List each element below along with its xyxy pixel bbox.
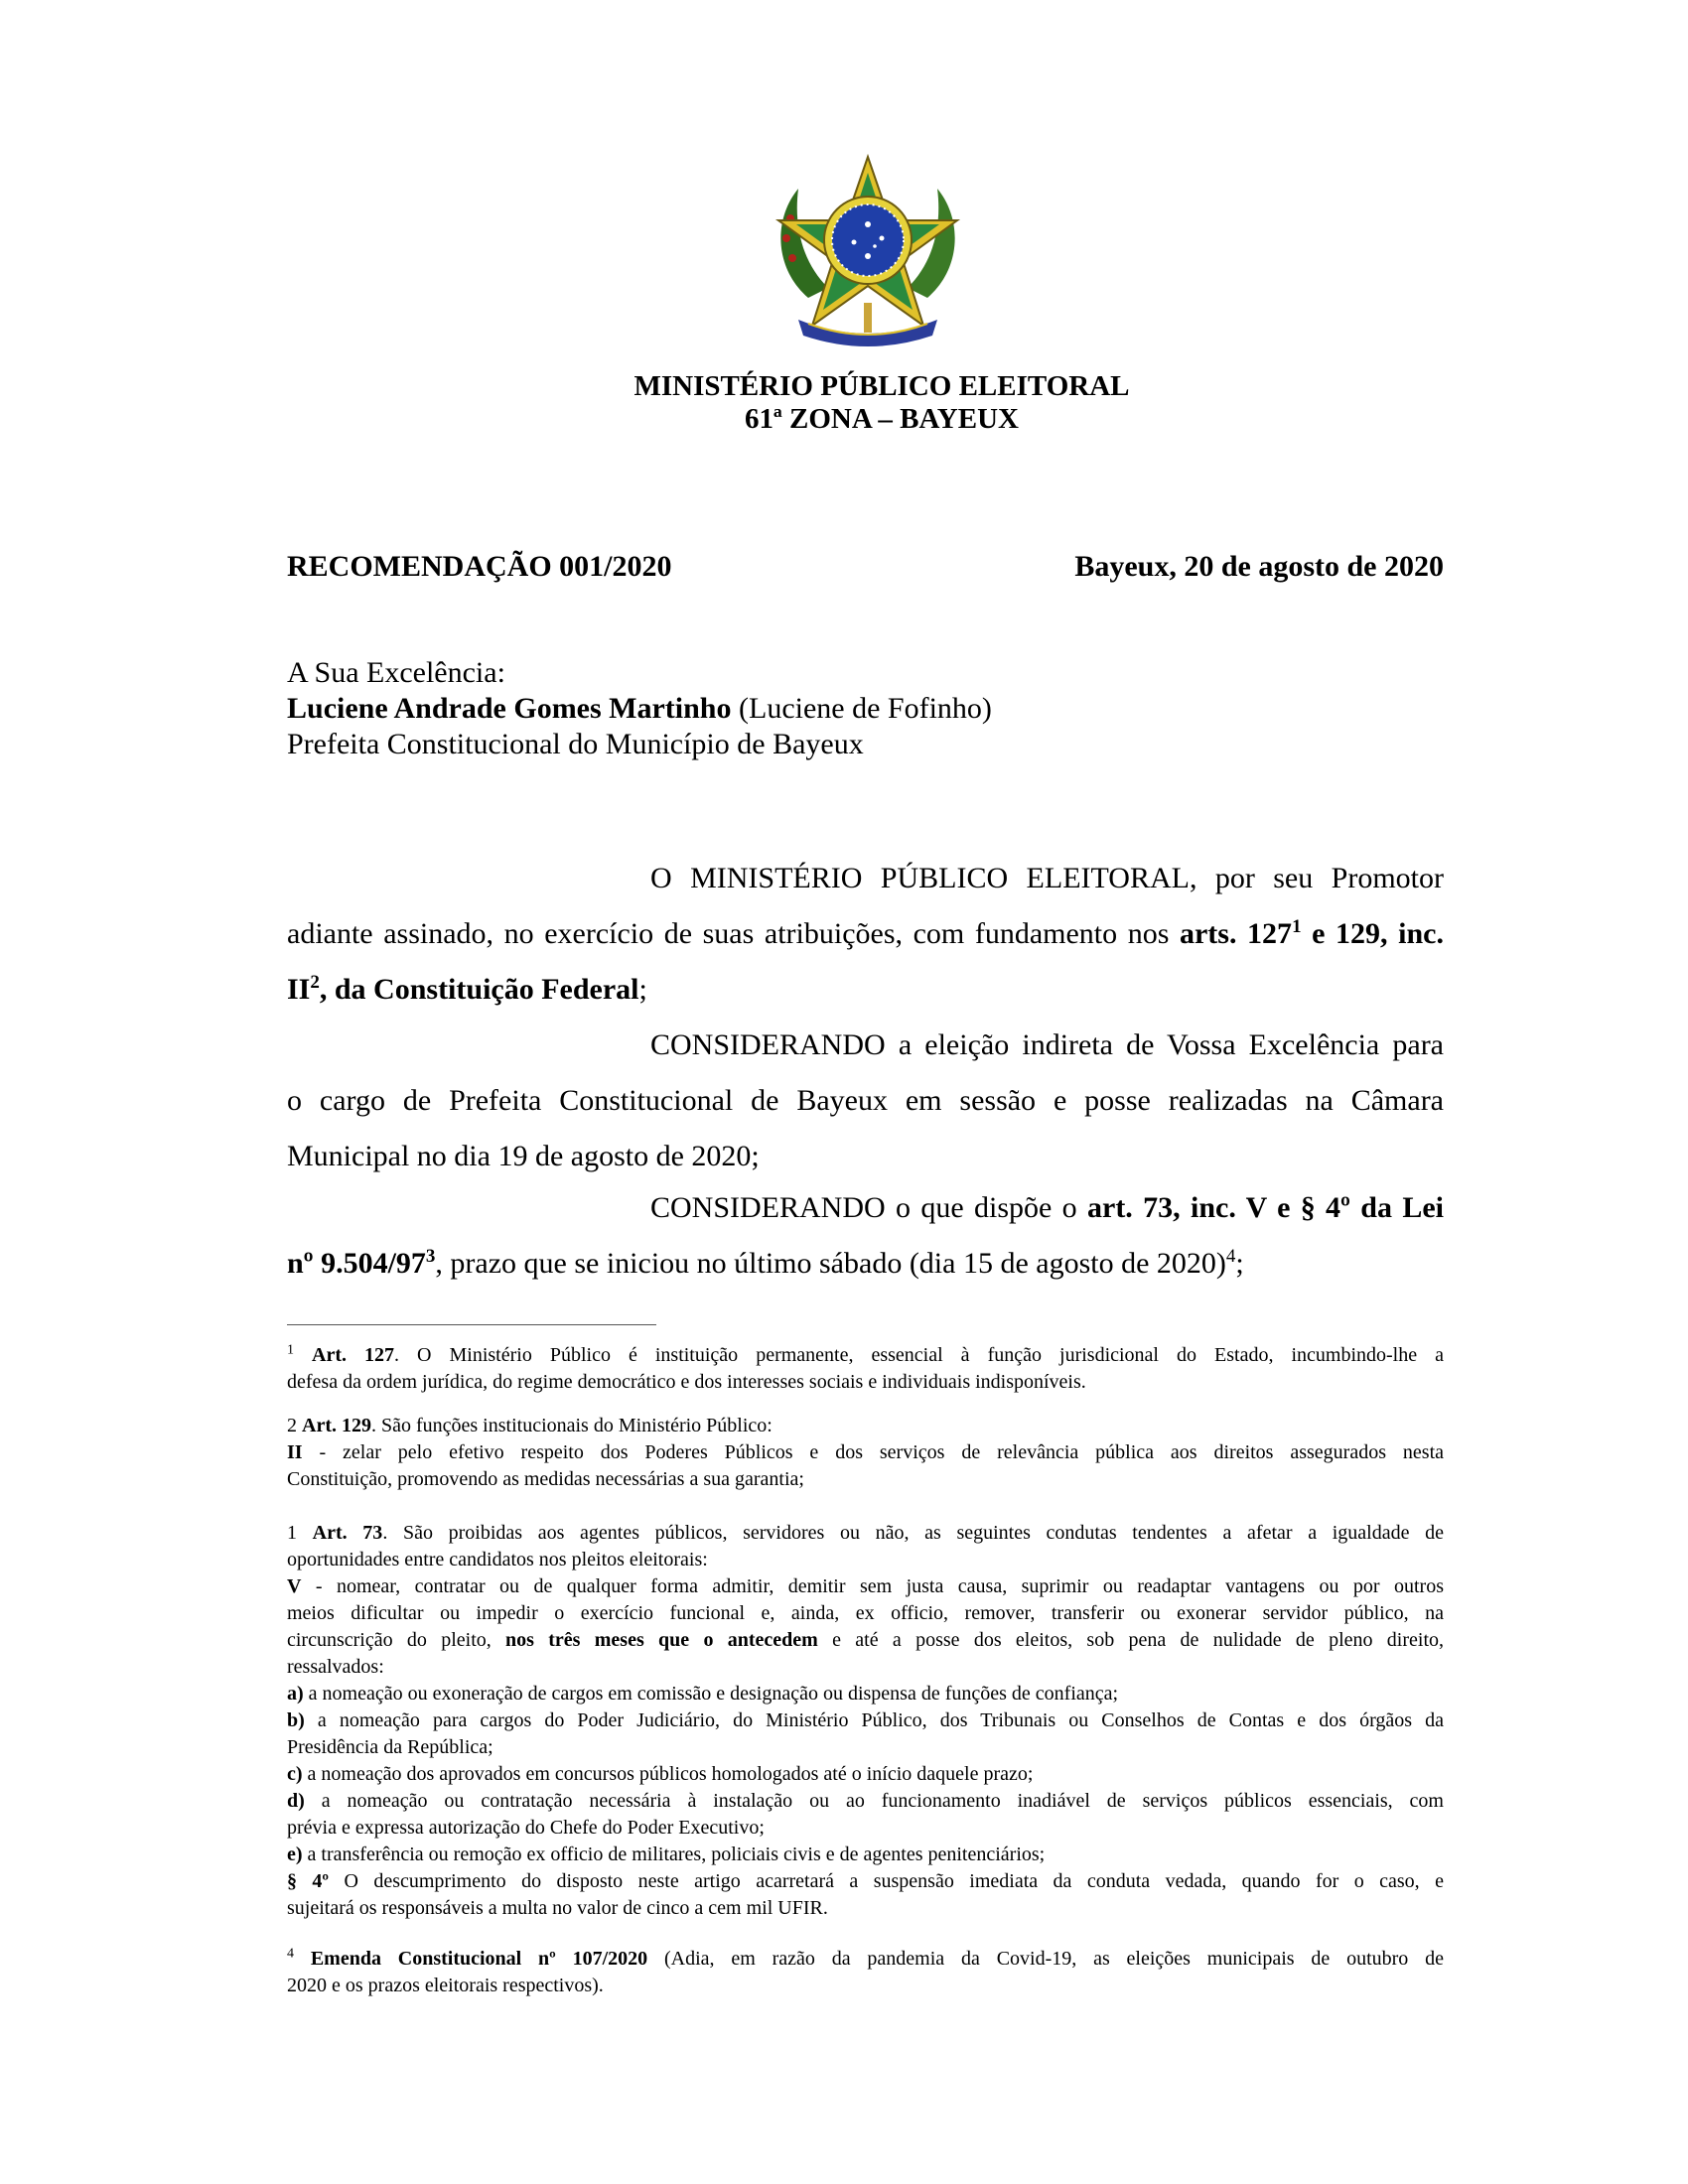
- addressee-nickname: (Luciene de Fofinho): [731, 692, 992, 725]
- recommendation-number: RECOMENDAÇÃO 001/2020: [287, 550, 672, 583]
- footnote-3: 1 Art. 73. São proibidas aos agentes públicos, servidores ou não, as seguintes condutas tendentes a afetar a igualdade de oportunidades entre candidatos nos pleitos eleitorais: V - nomear, contratar ou de qualquer forma admitir, demitir sem justa causa, suprimir ou readaptar vantagens ou por outros meios dificultar ou impedir o exercício funcional e, ainda, ex officio, remover, transferir ou exonerar servidor público, na circunscrição do pleito, nos três meses que o antecedem e até a posse dos eleitos, sob pena de nulidade de pleno direito, ressalvados: a) a nomeação ou exoneração de cargos em comissão e designação ou dispensa de funções de confiança; b) a nomeação para cargos do Poder Judiciário, do Ministério Público, dos Tribunais ou Conselhos de Contas e dos órgãos da Presidência da República; c) a nomeação dos aprovados em concursos públicos homologados até o início daquele prazo; d) a nomeação ou contratação necessária à instalação ou ao funcionamento inadiável de serviços públicos essenciais, com prévia e expressa autorização do Chefe do Poder Executivo; e) a transferência ou remoção ex officio de militares, policiais civis e de agentes penitenciários; § 4º O descumprimento do disposto neste artigo acarretará a suspensão imediata da conduta vedada, quando for o caso, e sujeitará os responsáveis a multa no valor de cinco a cem mil UFIR.: [287, 1522, 1445, 1919]
- body-line: o cargo de Prefeita Constitucional de Bayeux em sessão e posse realizadas na Câmara: [287, 1084, 1444, 1117]
- body-line: nº $9.504/97^3$, prazo que se iniciou no último sábado (dia 15 de agosto de 2020)$^4$;: [287, 1246, 1244, 1280]
- body-line: CONSIDERANDO a eleição indireta de Vossa Excelência para: [650, 1028, 1444, 1061]
- body-line: Municipal no dia 19 de agosto de 2020;: [287, 1140, 760, 1172]
- addressee-name: Luciene Andrade Gomes Martinho: [287, 692, 732, 725]
- electoral-zone: 61ª ZONA – BAYEUX: [745, 403, 1019, 435]
- addressee-name-line: [287, 691, 992, 727]
- salutation: A Sua Excelência:: [287, 656, 505, 689]
- footnote-2: 2 Art. 129. São funções institucionais do Ministério Público: II - zelar pelo efetivo respeito dos Poderes Públicos e dos serviços de relevância pública aos direitos assegurados nesta Constituição, promovendo as medidas necessárias a sua garantia;: [287, 1415, 1444, 1490]
- place-and-date: Bayeux, 20 de agosto de 2020: [1074, 550, 1444, 583]
- brazil-coat-of-arms-icon: [769, 149, 967, 347]
- body-line: adiante assinado, no exercício de suas atribuições, com fundamento nos arts. $127^1$ e 129, inc.: [287, 916, 1444, 950]
- footnote-4: $^4$ Emenda Constitucional nº 107/2020 (Adia, em razão da pandemia da Covid-19, as eleições municipais de outubro de 2020 e os prazos eleitorais respectivos).: [287, 1946, 1444, 1996]
- organization-name: MINISTÉRIO PÚBLICO ELEITORAL: [633, 370, 1130, 402]
- body-line: O MINISTÉRIO PÚBLICO ELEITORAL, por seu Promotor: [650, 862, 1444, 894]
- footnote-1: $^1$ Art. 127. O Ministério Público é instituição permanente, essencial à função jurisdicional do Estado, incumbindo-lhe a defesa da ordem jurídica, do regime democrático e dos interesses sociais e individuais indisponíveis.: [287, 1342, 1444, 1393]
- footnote-separator: [287, 1324, 656, 1325]
- addressee-title: Prefeita Constitucional do Município de Bayeux: [287, 728, 864, 760]
- body-line: $II^2$, da Constituição Federal;: [287, 972, 647, 1006]
- body-line: CONSIDERANDO o que dispõe o art. 73, inc. V e § 4º da Lei: [650, 1191, 1444, 1224]
